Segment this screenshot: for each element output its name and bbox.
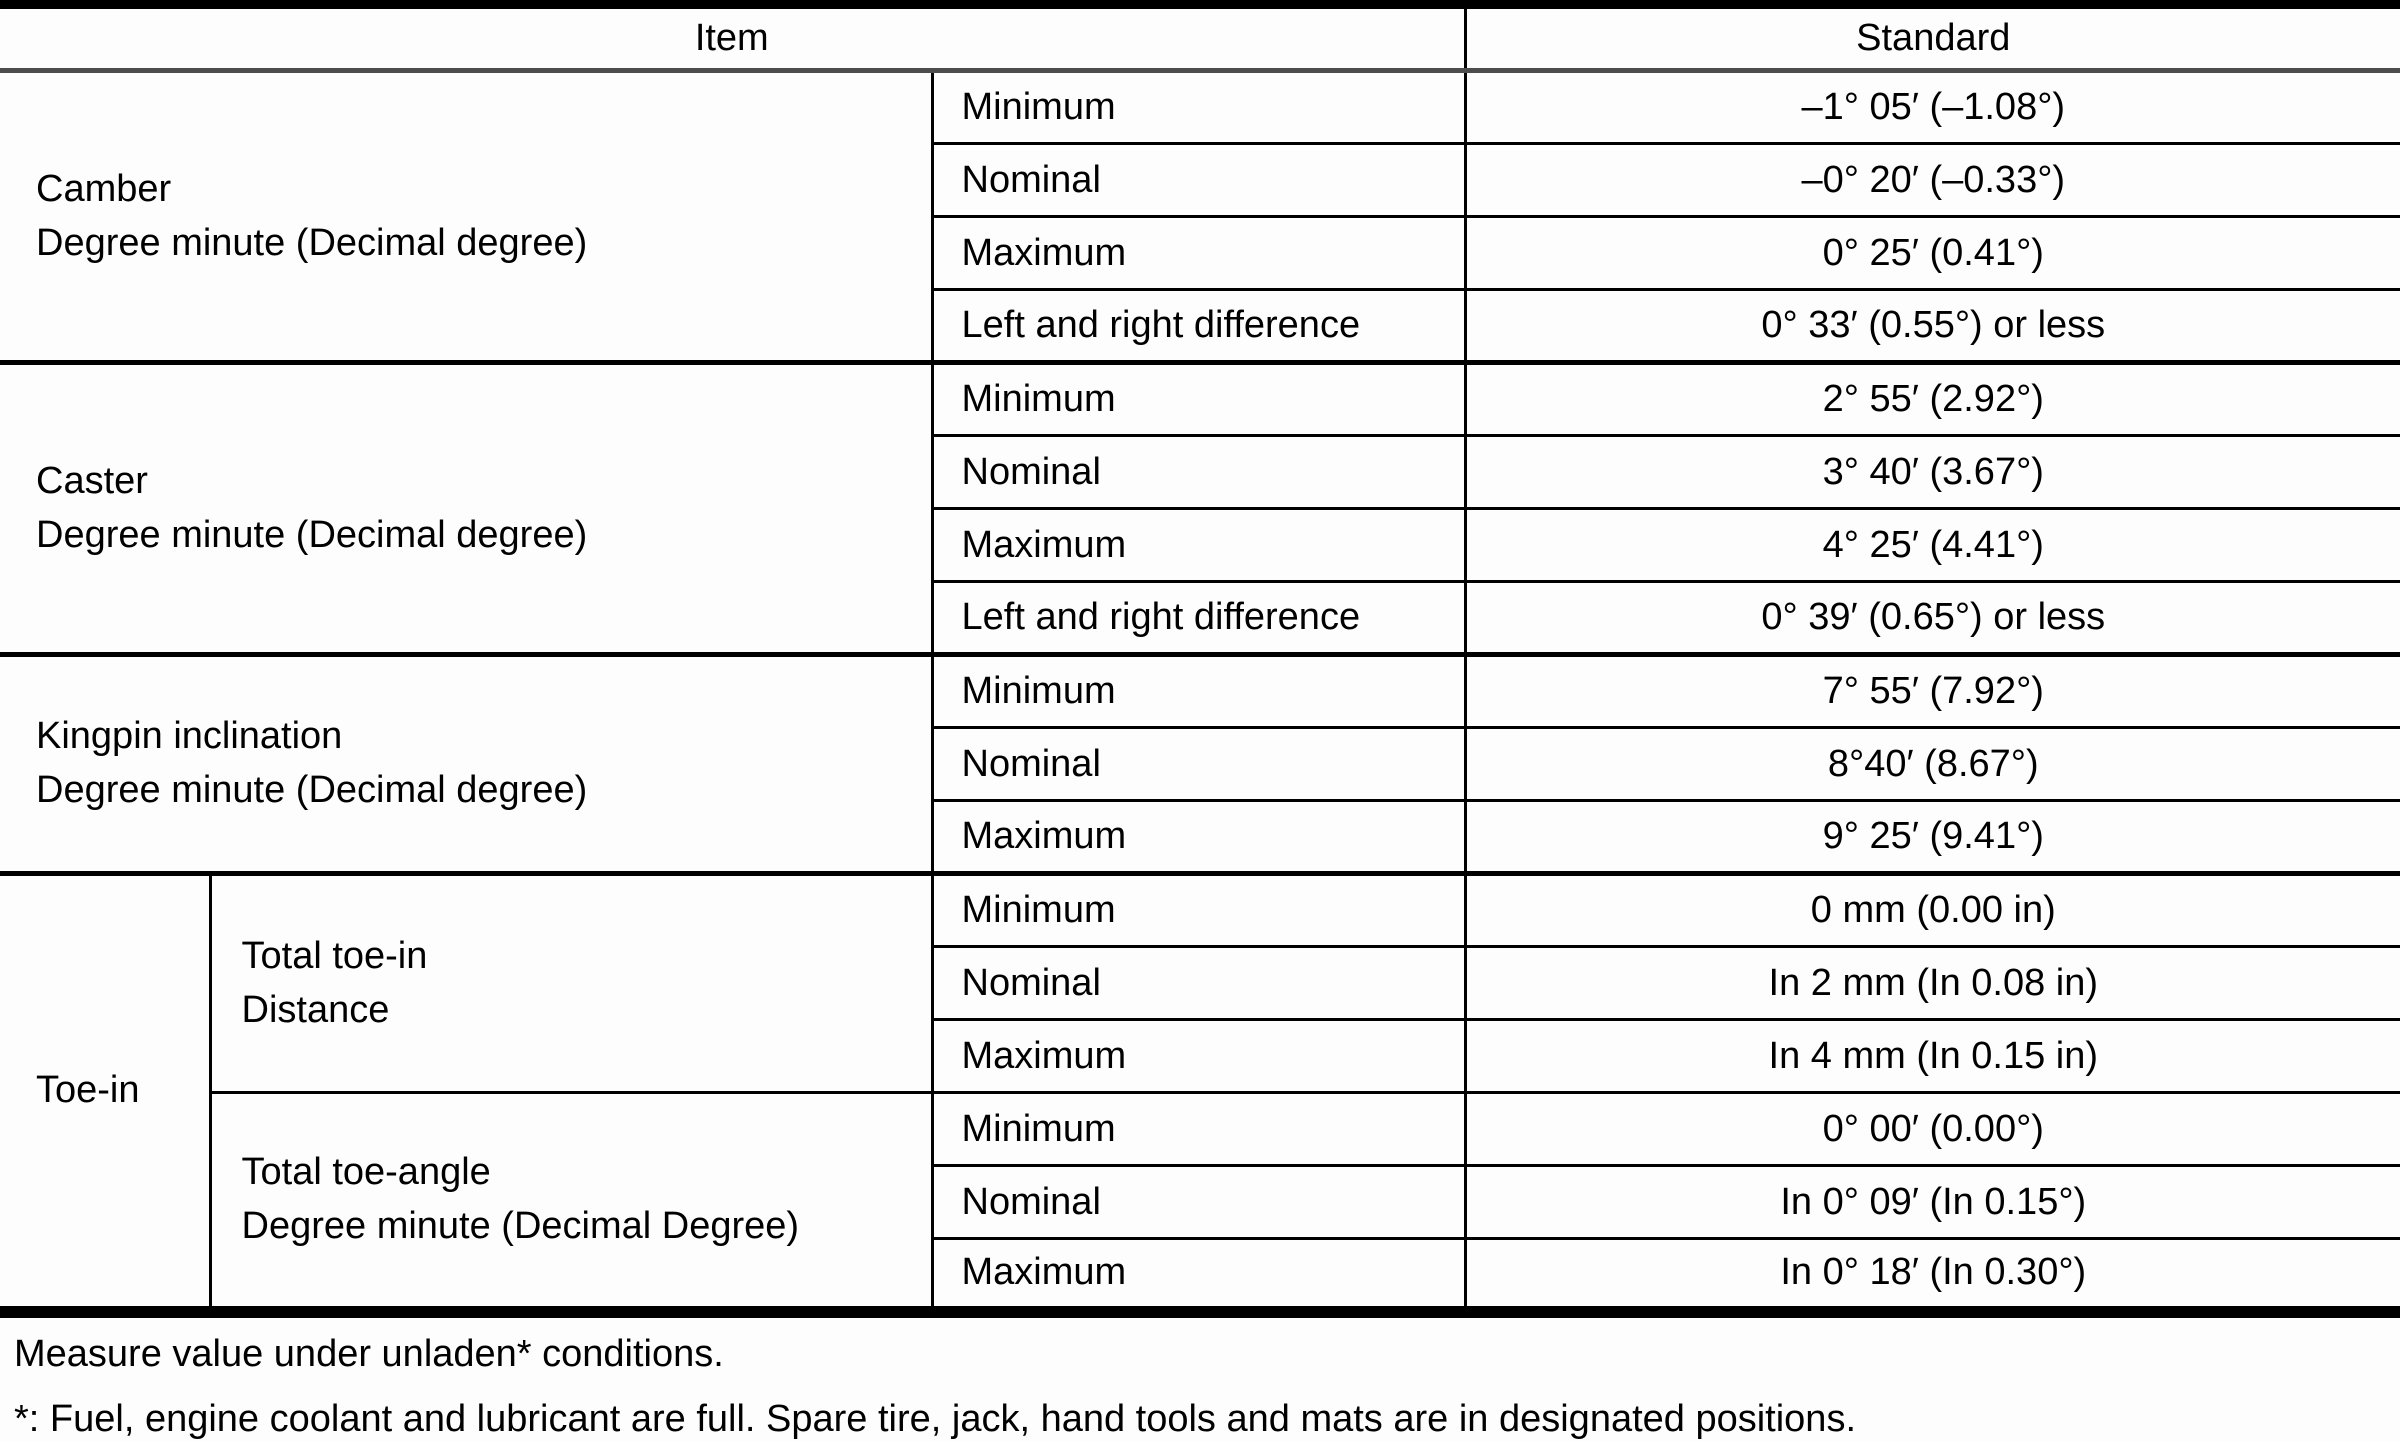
param-label: Maximum bbox=[932, 1020, 1465, 1093]
table-row bbox=[0, 71, 2400, 144]
spec-value: In 4 mm (In 0.15 in) bbox=[1465, 1020, 2400, 1093]
table-row bbox=[0, 1093, 2400, 1166]
group-unit: Degree minute (Decimal degree) bbox=[36, 221, 588, 264]
group-unit: Degree minute (Decimal degree) bbox=[36, 513, 588, 556]
subgroup-title: Total toe-angle bbox=[241, 1150, 491, 1193]
standard-column-header: Standard bbox=[1465, 5, 2400, 71]
subgroup-label-total-toe-angle bbox=[210, 1093, 932, 1312]
spec-value: In 2 mm (In 0.08 in) bbox=[1465, 947, 2400, 1020]
table-row bbox=[0, 874, 2400, 947]
spec-value: –1° 05′ (–1.08°) bbox=[1465, 71, 2400, 144]
footnotes bbox=[14, 1334, 2400, 1441]
table-row bbox=[0, 363, 2400, 436]
group-title: Kingpin inclination bbox=[36, 715, 343, 758]
group-label-kingpin-inclination bbox=[0, 655, 932, 874]
spec-value: 0° 25′ (0.41°) bbox=[1465, 217, 2400, 290]
subgroup-title: Total toe-in bbox=[241, 934, 428, 977]
table-header-row bbox=[0, 5, 2400, 71]
group-label-caster bbox=[0, 363, 932, 655]
spec-value: 3° 40′ (3.67°) bbox=[1465, 436, 2400, 509]
param-label: Maximum bbox=[932, 1239, 1465, 1312]
item-column-header: Item bbox=[0, 5, 1465, 71]
param-label: Maximum bbox=[932, 217, 1465, 290]
spec-value: 9° 25′ (9.41°) bbox=[1465, 801, 2400, 874]
param-label: Minimum bbox=[932, 655, 1465, 728]
group-title: Caster bbox=[36, 459, 148, 502]
param-label: Nominal bbox=[932, 1166, 1465, 1239]
param-label: Nominal bbox=[932, 436, 1465, 509]
spec-value: 0° 39′ (0.65°) or less bbox=[1465, 582, 2400, 655]
group-label-camber bbox=[0, 71, 932, 363]
measurement-condition-note: Measure value under unladen* conditions. bbox=[14, 1332, 724, 1375]
param-label: Minimum bbox=[932, 71, 1465, 144]
table-row bbox=[0, 655, 2400, 728]
param-label: Minimum bbox=[932, 363, 1465, 436]
subgroup-unit: Distance bbox=[241, 988, 390, 1031]
spec-value: 8°40′ (8.67°) bbox=[1465, 728, 2400, 801]
param-label: Minimum bbox=[932, 1093, 1465, 1166]
param-label: Minimum bbox=[932, 874, 1465, 947]
param-label: Nominal bbox=[932, 947, 1465, 1020]
param-label: Nominal bbox=[932, 144, 1465, 217]
spec-value: –0° 20′ (–0.33°) bbox=[1465, 144, 2400, 217]
spec-value: In 0° 18′ (In 0.30°) bbox=[1465, 1239, 2400, 1312]
group-unit: Degree minute (Decimal degree) bbox=[36, 769, 588, 811]
spec-value: 0° 33′ (0.55°) or less bbox=[1465, 290, 2400, 363]
subgroup-unit: Degree minute (Decimal Degree) bbox=[241, 1204, 800, 1247]
spec-value: 4° 25′ (4.41°) bbox=[1465, 509, 2400, 582]
group-title: Toe-in bbox=[36, 1068, 140, 1111]
spec-value: 7° 55′ (7.92°) bbox=[1465, 655, 2400, 728]
param-label: Maximum bbox=[932, 801, 1465, 874]
unladen-definition-note: *: Fuel, engine coolant and lubricant are full. Spare tire, jack, hand tools and mats are in designated positions. bbox=[14, 1398, 1856, 1441]
param-label: Maximum bbox=[932, 509, 1465, 582]
param-label: Nominal bbox=[932, 728, 1465, 801]
group-label-toe-in bbox=[0, 874, 210, 1312]
group-title: Camber bbox=[36, 167, 172, 210]
param-label: Left and right difference bbox=[932, 582, 1465, 655]
spec-value: 2° 55′ (2.92°) bbox=[1465, 363, 2400, 436]
subgroup-label-total-toe-in bbox=[210, 874, 932, 1093]
spec-value: 0° 00′ (0.00°) bbox=[1465, 1093, 2400, 1166]
spec-value: In 0° 09′ (In 0.15°) bbox=[1465, 1166, 2400, 1239]
param-label: Left and right difference bbox=[932, 290, 1465, 363]
spec-value: 0 mm (0.00 in) bbox=[1465, 874, 2400, 947]
